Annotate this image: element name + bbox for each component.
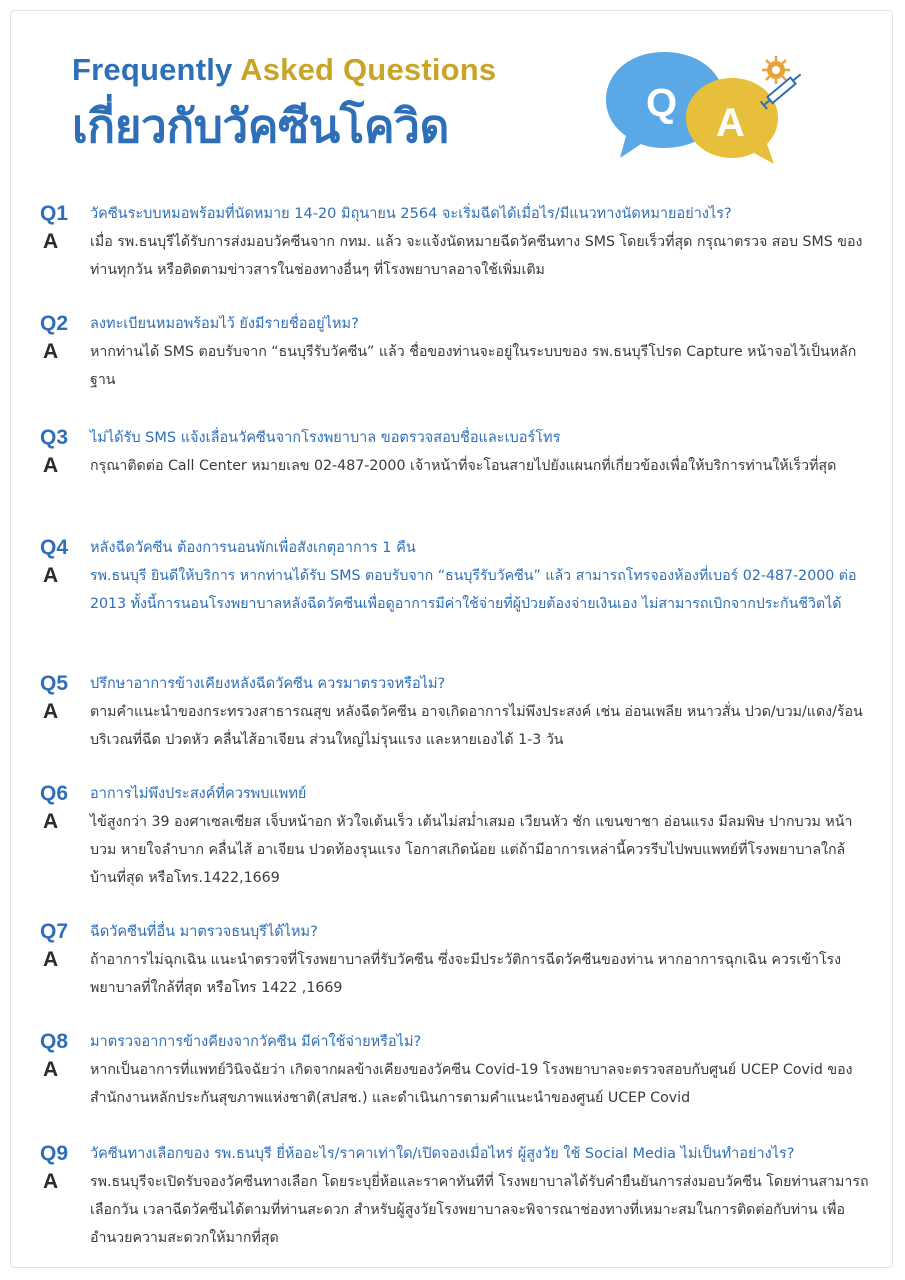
answer-row [40,338,870,394]
title-word-asked-questions: Asked Questions [240,52,497,87]
question-text: ปรึกษาอาการข้างเคียงหลังฉีดวัคซีน ควรมาตรวจหรือไม่? [90,676,446,692]
question-text: หลังฉีดวัคซีน ต้องการนอนพักเพื่อสังเกตุอาการ 1 คืน [90,540,416,556]
question-row [40,780,870,808]
answer-row [40,1056,870,1112]
question-label: Q2 [40,312,69,335]
answer-label: A [43,454,59,477]
faq-list [40,200,870,1260]
faq-item [40,780,870,918]
faq-item [40,534,870,670]
answer-row [40,1168,870,1252]
answer-label: A [43,810,59,833]
faq-item [40,424,870,534]
page-header [72,52,496,163]
question-text: ฉีดวัคซีนที่อื่น มาตรวจธนบุรีได้ไหม? [90,924,318,940]
logo-letter-a: A [716,101,745,145]
answer-text: ตามคำแนะนำของกระทรวงสาธารณสุข หลังฉีดวัคซีน อาจเกิดอาการไม่พึงประสงค์ เช่น อ่อนเพลีย หนาวสั่น ปวด/บวม/แดง/ร้อน บริเวณที่ฉีด ปวดหัว คลื่นไส้อาเจียน ส่วนใหญ่ไม่รุนแรง และหายเองได้ 1-3 วัน [90,704,863,748]
faq-item [40,200,870,310]
faq-item [40,1028,870,1140]
answer-label: A [43,340,59,363]
answer-text: รพ.ธนบุรี ยินดีให้บริการ หากท่านได้รับ SMS ตอบรับจาก “ธนบุรีรับวัคซีน” แล้ว สามารถโทรจองห้องที่เบอร์ 02-487-2000 ต่อ 2013 ทั้งนี้การนอนโรงพยาบาลหลังฉีดวัคซีนเพื่อดูอาการมีค่าใช้จ่ายที่ผู้ป่วยต้องจ่ายเงินเอง ไม่สามารถเบิกจากประกันชีวิตได้ [90,568,857,612]
question-label: Q4 [40,536,69,559]
faq-item [40,310,870,424]
question-text: ไม่ได้รับ SMS แจ้งเลื่อนวัคซีนจากโรงพยาบาล ขอตรวจสอบชื่อและเบอร์โทร [90,430,561,446]
answer-text: ถ้าอาการไม่ฉุกเฉิน แนะนำตรวจที่โรงพยาบาลที่รับวัคซีน ซึ่งจะมีประวัติการฉีดวัคซีนของท่าน หากอาการฉุกเฉิน ควรเข้าโรงพยาบาลที่ใกล้ที่สุด หรือโทร 1422 ,1669 [90,952,842,996]
faq-item [40,670,870,780]
question-text: วัคซีนทางเลือกของ รพ.ธนบุรี ยี่ห้ออะไร/ราคาเท่าใด/เปิดจองเมื่อไหร่ ผู้สูงวัย ใช้ Social Media ไม่เป็นทำอย่างไร? [90,1146,795,1162]
answer-label: A [43,1170,59,1193]
page-title-english [72,52,496,88]
question-label: Q3 [40,426,69,449]
answer-label: A [43,948,59,971]
question-row [40,424,870,452]
answer-text: รพ.ธนบุรีจะเปิดรับจองวัคซีนทางเลือก โดยระบุยี่ห้อและราคาทันทีที่ โรงพยาบาลได้รับคำยืนยันการส่งมอบวัคซีน โดยท่านสามารถเลือกวัน เวลาฉีดวัคซีนได้ตามที่ท่านสะดวก สำหรับผู้สูงวัยโรงพยาบาลจะพิจารณาช่องทางที่เหมาะสมในการติดต่อกับท่าน เพื่ออำนวยความสะดวกให้มากที่สุด [90,1174,869,1246]
answer-label: A [43,1058,59,1081]
answer-row [40,808,870,892]
answer-row [40,452,870,480]
page-title-thai: เกี่ยวกับวัคซีนโควิด [72,99,449,153]
answer-row [40,698,870,754]
answer-text: หากเป็นอาการที่แพทย์วินิจฉัยว่า เกิดจากผลข้างเคียงของวัคซีน Covid-19 โรงพยาบาลจะตรวจสอบกับศูนย์ UCEP Covid ของสำนักงานหลักประกันสุขภาพแห่งชาติ(สปสช.) และดำเนินการตามคำแนะนำของศูนย์ UCEP Covid [90,1062,853,1106]
answer-label: A [43,700,59,723]
answer-row [40,562,870,618]
question-row [40,200,870,228]
answer-label: A [43,564,59,587]
answer-text: ไข้สูงกว่า 39 องศาเซลเซียส เจ็บหน้าอก หัวใจเต้นเร็ว เต้นไม่สม่ำเสมอ เวียนหัว ชัก แขนขาชา อ่อนแรง มีลมพิษ ปากบวม หน้าบวม หายใจลำบาก คลื่นไส้ อาเจียน ปวดท้องรุนแรง โอกาสเกิดน้อย แต่ถ้ามีอาการเหล่านี้ควรรีบไปพบแพทย์ที่โรงพยาบาลใกล้บ้านที่สุด หรือโทร.1422,1669 [90,814,853,886]
question-row [40,310,870,338]
faq-item [40,1140,870,1260]
question-text: วัคซีนระบบหมอพร้อมที่นัดหมาย 14-20 มิถุนายน 2564 จะเริ่มฉีดได้เมื่อไร/มีแนวทางนัดหมายอย่างไร? [90,206,732,222]
answer-text: หากท่านได้ SMS ตอบรับจาก “ธนบุรีรับวัคซีน” แล้ว ชื่อของท่านจะอยู่ในระบบของ รพ.ธนบุรีโปรด Capture หน้าจอไว้เป็นหลักฐาน [90,344,857,388]
question-row [40,670,870,698]
question-row [40,534,870,562]
question-text: ลงทะเบียนหมอพร้อมไว้ ยังมีรายชื่ออยู่ไหม? [90,316,359,332]
question-row [40,918,870,946]
question-label: Q1 [40,202,69,225]
faq-item [40,918,870,1028]
logo-letter-q: Q [646,81,678,125]
question-text: อาการไม่พึงประสงค์ที่ควรพบแพทย์ [90,786,307,802]
question-text: มาตรวจอาการข้างคียงจากวัคซีน มีค่าใช้จ่ายหรือไม่? [90,1034,422,1050]
title-word-frequently: Frequently [72,52,233,87]
question-label: Q9 [40,1142,69,1165]
question-row [40,1140,870,1168]
virus-icon [762,56,790,84]
answer-row [40,946,870,1002]
qa-bubbles-icon [606,44,806,174]
answer-label: A [43,230,59,253]
question-label: Q5 [40,672,69,695]
question-row [40,1028,870,1056]
answer-row [40,228,870,284]
question-label: Q8 [40,1030,69,1053]
question-label: Q7 [40,920,69,943]
answer-text: กรุณาติดต่อ Call Center หมายเลข 02-487-2000 เจ้าหน้าที่จะโอนสายไปยังแผนกที่เกี่ยวข้องเพื่อให้บริการท่านให้เร็วที่สุด [90,458,837,474]
question-label: Q6 [40,782,69,805]
answer-text: เมื่อ รพ.ธนบุรีได้รับการส่งมอบวัคซีนจาก กทม. แล้ว จะแจ้งนัดหมายฉีดวัคซีนทาง SMS โดยเร็วที่สุด กรุณาตรวจ สอบ SMS ของท่านทุกวัน หรือติดตามข่าวสารในช่องทางอื่นๆ ที่โรงพยาบาลอาจใช้เพิ่มเติม [90,234,863,278]
